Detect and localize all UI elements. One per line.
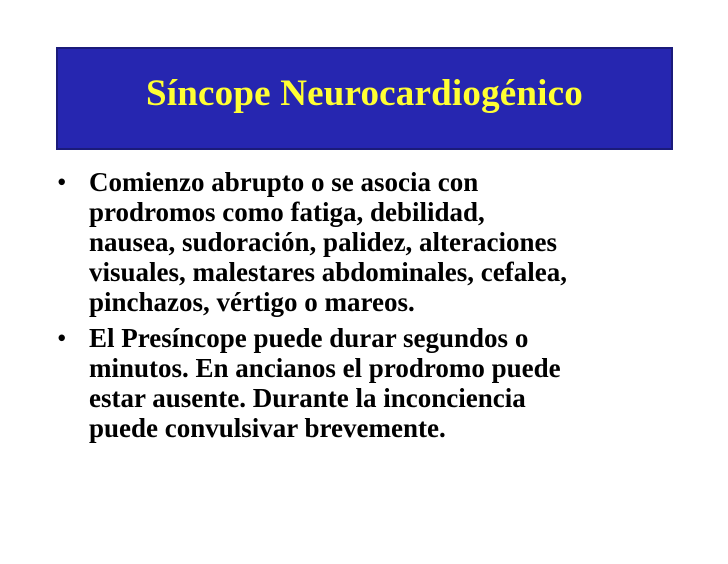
slide-title: Síncope Neurocardiogénico <box>146 73 583 114</box>
bullet-text-line: pinchazos, vértigo o mareos. <box>89 287 415 317</box>
title-banner <box>56 47 673 150</box>
bullet-text-line: prodromos como fatiga, debilidad, <box>89 197 485 227</box>
bullet-text-line: El Presíncope puede durar segundos o <box>89 323 529 353</box>
bullet-item <box>57 167 697 317</box>
bullet-text-line: visuales, malestares abdominales, cefalea, <box>89 257 567 287</box>
bullet-text-line: Comienzo abrupto o se asocia con <box>89 167 479 197</box>
bullet-text-line: minutos. En ancianos el prodromo puede <box>89 353 561 383</box>
bullet-text-line: nausea, sudoración, palidez, alteraciones <box>89 227 558 257</box>
bullet-dot-icon: • <box>57 323 67 353</box>
bullet-item <box>57 323 697 443</box>
bullet-list <box>57 167 697 449</box>
bullet-text-line: estar ausente. Durante la inconciencia <box>89 383 526 413</box>
bullet-dot-icon: • <box>57 167 67 197</box>
bullet-text-line: puede convulsivar brevemente. <box>89 413 446 443</box>
